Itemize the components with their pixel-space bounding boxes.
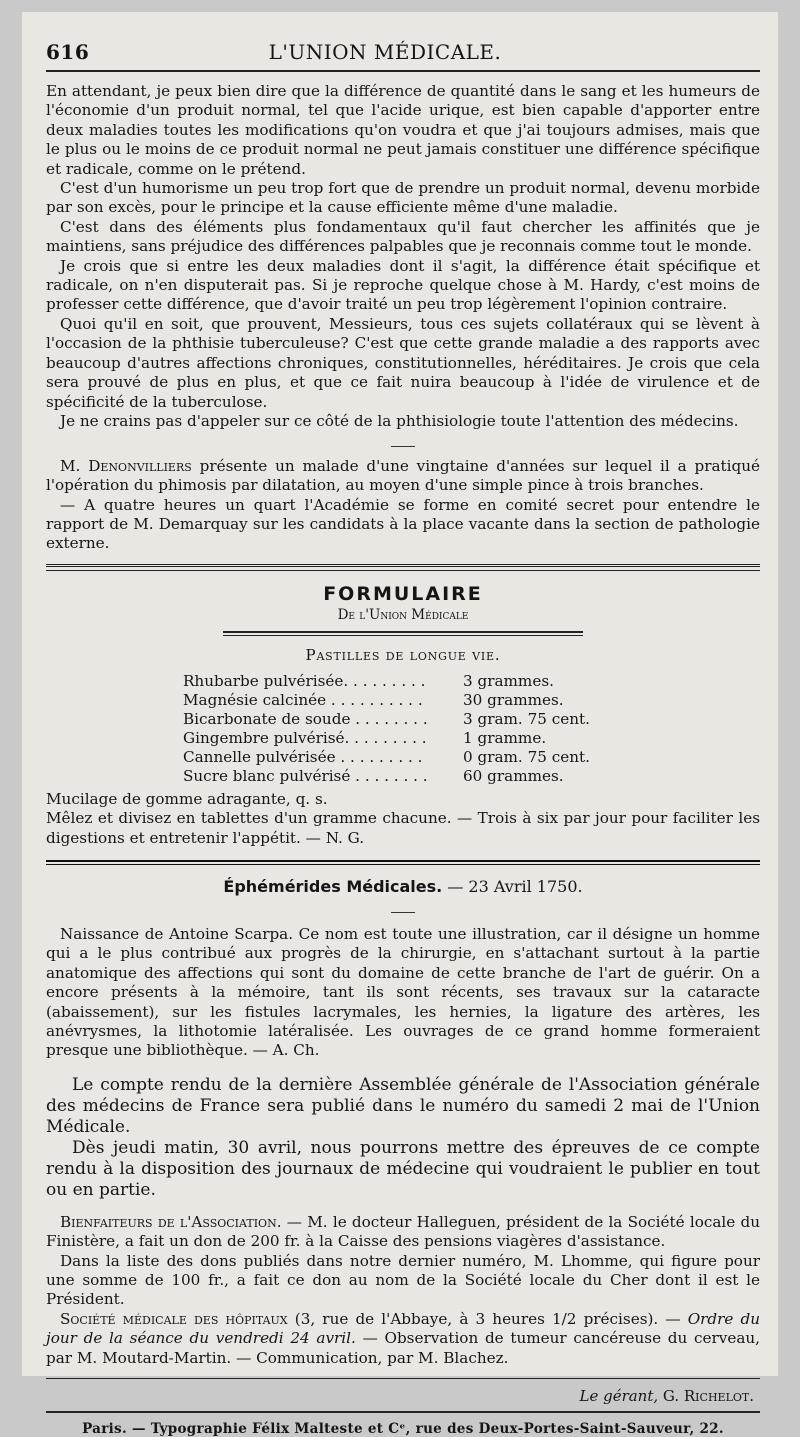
section-rule [46, 860, 760, 862]
printer-line: Paris. — Typographie Félix Malteste et Cᵉ, rue des Deux-Portes-Saint-Sauveur, 22. [82, 1421, 724, 1437]
paragraph: Dans la liste des dons publiés dans notre dernier numéro, M. Lhomme, qui figure pour une somme de 100 fr., a fait ce don au nom de la Société locale du Cher dont il est le Président. [46, 1251, 760, 1309]
announcement [46, 1075, 760, 1201]
ingredient-quantity: 0 gram. 75 cent. [463, 747, 590, 766]
page-header [46, 40, 760, 64]
news-text: (3, rue de l'Abbaye, à 3 heures 1/2 précises). — [287, 1309, 688, 1328]
page-number: 616 [46, 40, 90, 64]
paragraph: — A quatre heures un quart l'Académie se forme en comité secret pour entendre le rapport de M. Demarquay sur les candidats à la place vacante dans la section de pathologie externe. [46, 495, 760, 553]
formulaire-subtitle: De l'Union Médicale [337, 606, 469, 623]
news-label: Société médicale des hôpitaux [60, 1309, 288, 1328]
section-rule-thin [46, 864, 760, 865]
recipe-instructions [46, 790, 760, 848]
paragraph: Je ne crains pas d'appeler sur ce côté de la phthisiologie toute l'attention des médecins. [60, 411, 739, 430]
article-body [46, 82, 760, 554]
paragraph: En attendant, je peux bien dire que la différence de quantité dans le sang et les humeurs de l'économie d'un produit normal, tel que l'acide urique, est bien capable d'apporter entre deux maladies toutes les modifications qu'on voudra et que j'ai toujours admises, mais que le plus ou le moins de ce produit normal ne peut jamais constituer une différence spécifique et radicale, comme on le prétend. [46, 82, 760, 178]
paragraph: Naissance de Antoine Scarpa. Ce nom est toute une illustration, car il désigne un homme qui a le plus contribué aux progrès de la chirurgie, en s'attachant surtout à la partie anatomique des affections qui sont du domaine de cette branche de l'art de guérir. On a encore présents à la mémoire, tant ils sont récents, ses travaux sur la cataracte (abaissement), sur les fistules lacrymales, les hernies, la ligature des artères, les anévrysmes, la lithotomie latéralisée. Les ouvrages de ce grand homme formeraient presque une bibliothèque. — A. Ch. [46, 924, 760, 1060]
ephemerides-title: Éphémérides Médicales. [223, 876, 443, 896]
paragraph: Quoi qu'il en soit, que prouvent, Messieurs, tous ces sujets collatéraux qui se lèvent à l'occasion de la phthisie tuberculeuse? C'est que cette grande maladie a des rapports avec beaucoup d'autres affections chroniques, constitutionnelles, héréditaires. Je crois que cela sera prouvé de plus en plus, et que ce fait nuira beaucoup à l'idée de virulence et de spécificité de la tuberculose. [46, 314, 760, 411]
paragraph [46, 457, 760, 496]
ingredient-name: Bicarbonate de soude . . . . . . . . [183, 709, 428, 728]
ephemerides-date: — 23 Avril 1750. [447, 876, 583, 896]
ingredient-quantity: 1 gramme. [463, 728, 547, 747]
gerant-name: G. Richelot. [658, 1387, 754, 1406]
announcement-paragraph: Dès jeudi matin, 30 avril, nous pourrons mettre des épreuves de ce compte rendu à la disposition des journaux de médecine qui voudraient le publier en tout ou en partie. [46, 1137, 760, 1200]
ingredient-name: Magnésie calcinée . . . . . . . . . . [183, 690, 423, 709]
ephemerides-body [46, 925, 760, 1061]
ingredient-row [183, 691, 623, 710]
ingredient-row [183, 710, 623, 729]
ingredient-quantity: 3 gram. 75 cent. [463, 709, 590, 728]
ingredient-row [183, 672, 623, 691]
footer-rule [46, 1378, 760, 1379]
paragraph: C'est dans des éléments plus fondamentaux qu'il faut chercher les affinités que je maintiens, sans préjudice des différences palpables que je reconnais comme tout le monde. [46, 217, 760, 256]
ephemerides-heading [46, 877, 760, 896]
ingredient-row [183, 767, 623, 786]
ingredient-list [183, 672, 623, 786]
ingredient-quantity: 3 grammes. [463, 671, 554, 690]
ingredient-name: Cannelle pulvérisée . . . . . . . . . [183, 747, 423, 766]
ingredient-name: Gingembre pulvérisé. . . . . . . . . [183, 728, 427, 747]
newspaper-page [22, 12, 778, 1437]
ingredient-quantity: 60 grammes. [463, 766, 564, 785]
paragraph [46, 1213, 760, 1252]
section-rule [46, 564, 760, 571]
header-rule [46, 70, 760, 72]
announcement-paragraph: Le compte rendu de la dernière Assemblée générale de l'Association générale des médecins de France sera publié dans le numéro du samedi 2 mai de l'Union Médicale. [46, 1074, 760, 1137]
news-text: — M. le docteur Halleguen, président de la Société locale du Finistère, a fait un don de 200 fr. à la Caisse des pensions viagères d'assistance. [46, 1212, 760, 1251]
formulaire-title: FORMULAIRE [323, 582, 483, 605]
paragraph [46, 1310, 760, 1368]
gerant-label: Le gérant, [579, 1387, 659, 1406]
news-agenda: Ordre du jour de la séance du vendredi 24 avril. [46, 1309, 760, 1348]
footer-rule-thick [46, 1411, 760, 1413]
gerant-signature [46, 1387, 760, 1405]
section-dash [46, 898, 760, 917]
ingredient-quantity: 30 grammes. [463, 690, 564, 709]
instructions-line: Mêlez et divisez en tablettes d'un gramme chacune. — Trois à six par jour pour faciliter les digestions et entretenir l'appétit. — N. G. [46, 809, 760, 847]
paragraph-text: présente un malade d'une vingtaine d'années sur lequel il a pratiqué l'opération du phimosis par dilatation, au moyen d'une simple pince à trois branches. [46, 456, 760, 495]
ingredient-name: Sucre blanc pulvérisé . . . . . . . . [183, 766, 428, 785]
journal-title: L'UNION MÉDICALE. [268, 40, 502, 64]
news-section [46, 1213, 760, 1368]
paragraph: C'est d'un humorisme un peu trop fort que de prendre un produit normal, devenu morbide par son excès, pour le principe et la cause efficiente même d'une maladie. [46, 179, 760, 217]
section-dash [46, 433, 760, 452]
ingredient-row [183, 748, 623, 767]
mucilage-line: Mucilage de gomme adragante, q. s. [46, 789, 328, 808]
recipe-title: Pastilles de longue vie. [305, 645, 501, 664]
ingredient-row [183, 729, 623, 748]
recipe-rule-thin [223, 635, 583, 636]
paragraph: Je crois que si entre les deux maladies dont il s'agit, la différence était spécifique et radicale, on n'en disputerait pas. Si je reproche quelque chose à M. Hardy, c'est moins de professer cette différence, que d'avoir traité un peu trop légèrement l'opinion contraire. [46, 256, 760, 314]
news-text: — Observation de tumeur cancéreuse du cerveau, par M. Moutard-Martin. — Communication, par M. Blachez. [46, 1329, 760, 1367]
speaker-name: M. Denonvilliers [60, 456, 192, 475]
ingredient-name: Rhubarbe pulvérisée. . . . . . . . . [183, 671, 426, 690]
recipe-rule [223, 631, 583, 633]
news-label: Bienfaiteurs de l'Association. [60, 1212, 282, 1231]
